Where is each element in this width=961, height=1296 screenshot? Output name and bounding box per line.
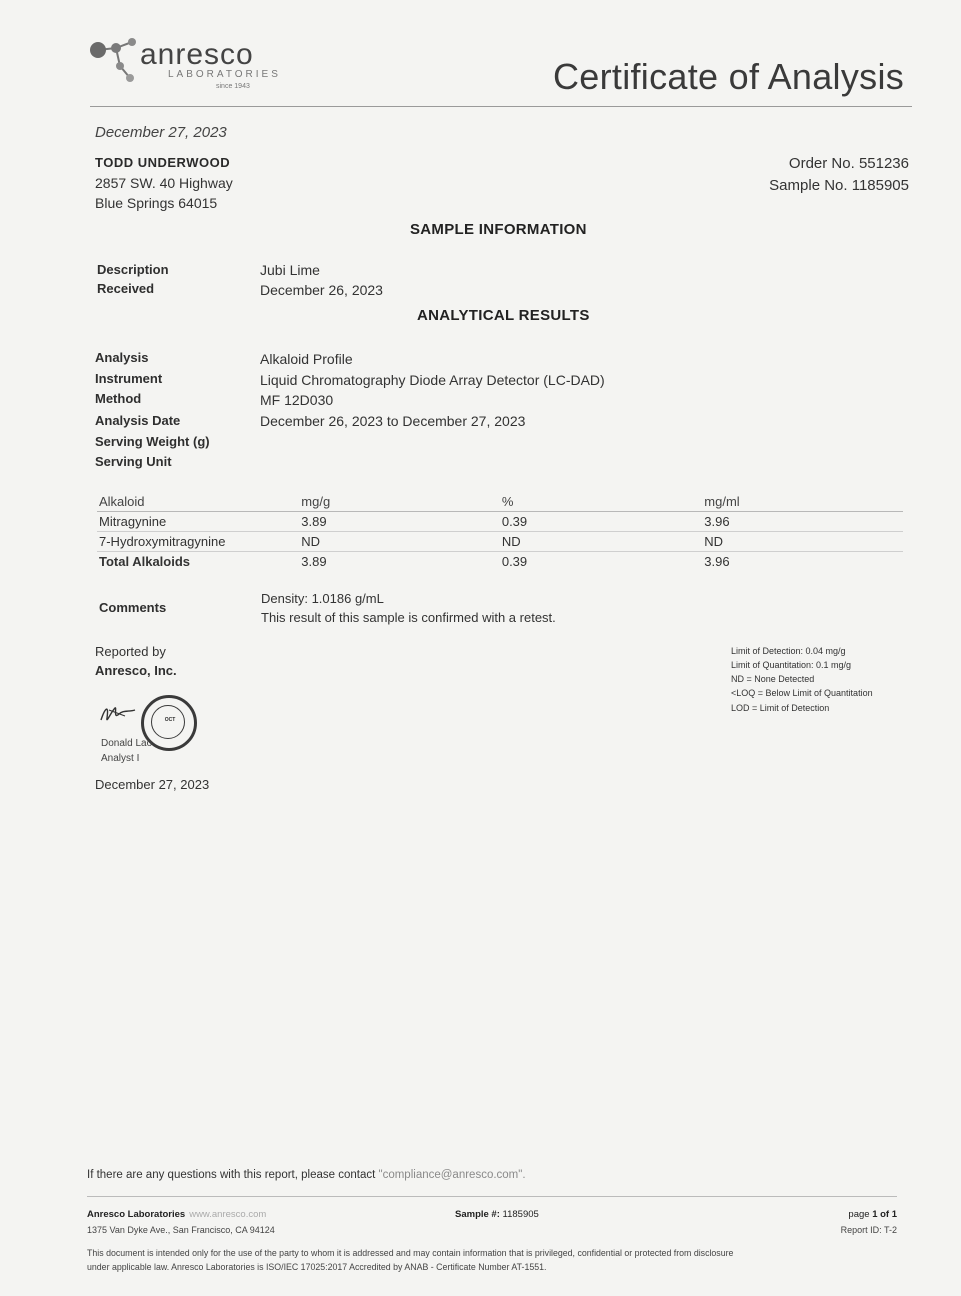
disclaimer-line2: under applicable law. Anresco Laboratories is ISO/IEC 17025:2017 Accredited by ANAB - Certificate Number AT-1551. — [87, 1262, 547, 1272]
sample-info-heading: SAMPLE INFORMATION — [410, 221, 587, 238]
results-table — [97, 491, 903, 571]
received-label: Received — [97, 281, 155, 296]
legend-below-loq: <LOQ = Below Limit of Quantitation — [731, 688, 873, 698]
footer-lab — [87, 1209, 266, 1220]
logo-subtitle: LABORATORIES — [168, 69, 281, 80]
table-total-row — [97, 552, 903, 572]
legend-loq: Limit of Quantitation: 0.1 mg/g — [731, 660, 852, 670]
page-title: Certificate of Analysis — [553, 56, 905, 97]
col-header-mg-g: mg/g — [299, 491, 500, 512]
customer-address-line1: 2857 SW. 40 Highway — [95, 175, 233, 191]
description-label: Description — [97, 262, 169, 277]
serving-unit-label: Serving Unit — [95, 454, 172, 469]
footer-sample — [455, 1209, 539, 1220]
contact-note — [87, 1169, 526, 1181]
report-date: December 27, 2023 — [95, 124, 227, 141]
customer-address-line2: Blue Springs 64015 — [95, 195, 218, 211]
footer-page-num: 1 of 1 — [872, 1209, 897, 1220]
description-value: Jubi Lime — [260, 262, 320, 278]
analysis-date-label: Analysis Date — [95, 413, 181, 428]
footer-report-id: Report ID: T-2 — [840, 1225, 897, 1235]
reported-by-company: Anresco, Inc. — [95, 663, 177, 678]
table-row — [97, 512, 903, 532]
logo — [86, 36, 286, 98]
cell-mg-g: ND — [299, 532, 500, 552]
customer-name: TODD UNDERWOOD — [95, 155, 231, 170]
reported-by-label: Reported by — [95, 644, 166, 659]
comment-line-2: This result of this sample is confirmed with a retest. — [261, 610, 556, 625]
serving-weight-label: Serving Weight (g) — [95, 434, 210, 449]
cell-total-mg-ml: 3.96 — [704, 554, 730, 569]
sample-number: Sample No. 1185905 — [769, 177, 909, 194]
analysis-value: Alkaloid Profile — [260, 351, 353, 367]
legend-lod-def: LOD = Limit of Detection — [731, 703, 830, 713]
received-value: December 26, 2023 — [260, 282, 383, 298]
comments-label: Comments — [99, 600, 167, 615]
header-divider — [90, 106, 912, 107]
contact-text: If there are any questions with this report, please contact — [87, 1169, 379, 1181]
logo-wordmark: anresco — [140, 38, 254, 71]
cell-mg-ml: ND — [702, 532, 903, 552]
cell-alkaloid: 7-Hydroxymitragynine — [97, 532, 299, 552]
analysis-label: Analysis — [95, 350, 149, 365]
logo-since: since 1943 — [216, 83, 250, 90]
cell-total-percent: 0.39 — [501, 554, 528, 569]
molecule-icon — [86, 36, 142, 88]
footer-divider — [87, 1196, 897, 1197]
contact-email[interactable]: "compliance@anresco.com". — [378, 1169, 526, 1181]
cell-total-label: Total Alkaloids — [99, 554, 191, 569]
footer-lab-web[interactable]: www.anresco.com — [189, 1209, 267, 1220]
col-header-percent: % — [500, 491, 702, 512]
cell-percent: ND — [500, 532, 702, 552]
cell-mg-ml: 3.96 — [702, 512, 903, 532]
legend-nd: ND = None Detected — [731, 674, 815, 684]
col-header-mg-ml: mg/ml — [702, 491, 903, 512]
footer-page-prefix: page — [848, 1209, 873, 1220]
col-header-alkaloid: Alkaloid — [97, 491, 299, 512]
cell-percent: 0.39 — [500, 512, 702, 532]
footer-page — [848, 1209, 897, 1220]
footer-sample-value: 1185905 — [502, 1209, 539, 1220]
analysis-date-value: December 26, 2023 to December 27, 2023 — [260, 413, 526, 429]
reported-date: December 27, 2023 — [95, 777, 210, 792]
cell-mg-g: 3.89 — [299, 512, 500, 532]
footer-lab-name: Anresco Laboratories — [87, 1209, 186, 1220]
method-value: MF 12D030 — [260, 392, 334, 408]
instrument-value: Liquid Chromatography Diode Array Detector (LC-DAD) — [260, 372, 605, 388]
table-row — [97, 532, 903, 552]
cell-alkaloid: Mitragynine — [97, 512, 299, 532]
table-header-row — [97, 491, 903, 512]
analyst-name: Donald Lao — [101, 738, 153, 749]
method-label: Method — [95, 391, 142, 406]
cell-total-mg-g: 3.89 — [301, 554, 327, 569]
legend-lod: Limit of Detection: 0.04 mg/g — [731, 646, 846, 656]
comment-line-1: Density: 1.0186 g/mL — [261, 591, 384, 606]
analyst-title: Analyst I — [101, 753, 140, 764]
footer-lab-address: 1375 Van Dyke Ave., San Francisco, CA 94124 — [87, 1225, 275, 1235]
footer-sample-label: Sample #: — [455, 1209, 500, 1220]
analytical-heading: ANALYTICAL RESULTS — [417, 307, 590, 324]
order-number: Order No. 551236 — [788, 155, 909, 172]
stamp-text: OCT — [164, 717, 176, 723]
disclaimer-line1: This document is intended only for the use of the party to whom it is addressed and may contain information that is privileged, confidential or protected from disclosure — [87, 1248, 734, 1258]
instrument-label: Instrument — [95, 371, 163, 386]
